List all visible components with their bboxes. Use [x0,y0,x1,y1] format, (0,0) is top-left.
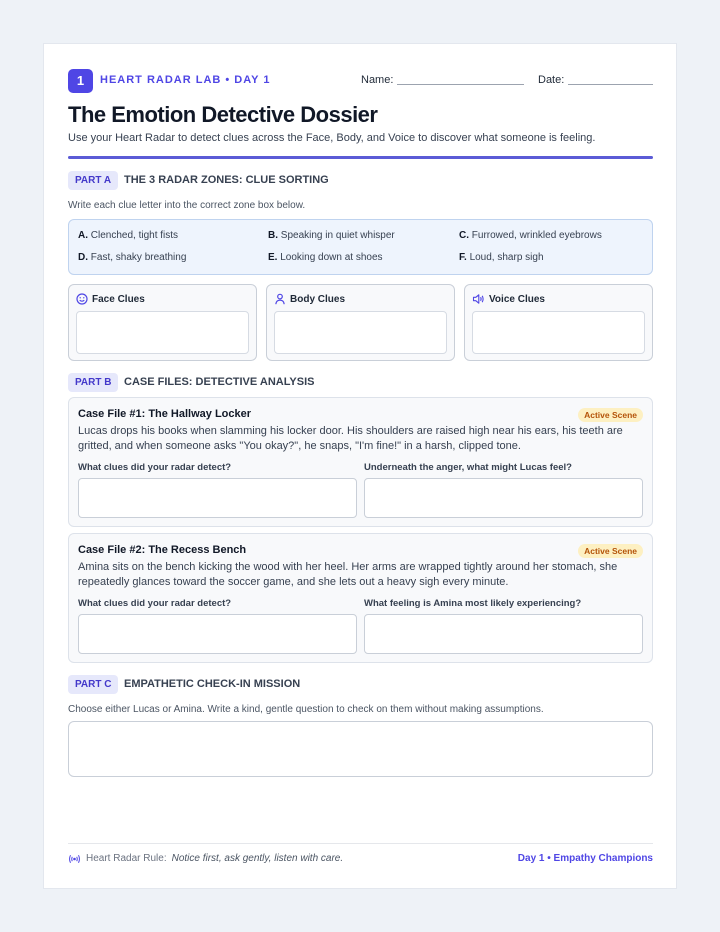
clue-item: F. Loud, sharp sigh [459,252,544,263]
smiley-face-icon [76,293,88,305]
lab-label: HEART RADAR LAB • DAY 1 [100,74,271,86]
name-label: Name: [361,74,394,86]
clue-item: C. Furrowed, wrinkled eyebrows [459,230,602,241]
date-field[interactable] [568,84,653,85]
case-question-feeling: Underneath the anger, what might Lucas feel? [364,462,572,473]
case-2-feeling-answer-box[interactable] [364,614,643,654]
part-c-heading [68,675,653,695]
clue-item: B. Speaking in quiet whisper [268,230,395,241]
body-clues-answer-box[interactable] [274,311,447,354]
page-subtitle: Use your Heart Radar to detect clues across the Face, Body, and Voice to discover what someone is feeling. [68,132,596,144]
header-bar [68,68,653,94]
status-badge: Active Scene [578,408,643,422]
case-question-clues: What clues did your radar detect? [78,598,232,609]
case-title: Case File #2: The Recess Bench [78,544,247,556]
part-b-title: CASE FILES: DETECTIVE ANALYSIS [124,376,315,388]
part-b-heading [68,373,653,393]
zone-voice [464,284,653,361]
footer-rule-text: Notice first, ask gently, listen with care. [171,853,344,864]
case-2-clues-answer-box[interactable] [78,614,357,654]
zone-label: Body Clues [290,293,346,305]
zone-face [68,284,257,361]
day-number-badge: 1 [68,69,93,93]
case-1-clues-answer-box[interactable] [78,478,357,518]
radar-zones [68,284,653,361]
header-divider [68,156,653,159]
person-icon [274,293,286,305]
part-a-heading [68,171,653,191]
clue-item: D. Fast, shaky breathing [78,252,187,263]
clue-item: E. Looking down at shoes [268,252,383,263]
voice-clues-answer-box[interactable] [472,311,645,354]
case-file-1 [68,397,653,527]
case-question-feeling: What feeling is Amina most likely experiencing? [364,598,582,609]
case-1-feeling-answer-box[interactable] [364,478,643,518]
clue-item: A. Clenched, tight fists [78,230,179,241]
case-title: Case File #1: The Hallway Locker [78,408,252,420]
worksheet-page [43,43,677,889]
clue-bank [68,219,653,275]
name-field[interactable] [397,84,524,85]
footer-rule-label: Heart Radar Rule: [86,853,167,864]
page-title: The Emotion Detective Dossier [68,102,378,127]
radar-signal-icon [68,854,81,864]
part-a-title: THE 3 RADAR ZONES: CLUE SORTING [124,174,329,186]
case-file-2 [68,533,653,663]
part-c-title: EMPATHETIC CHECK-IN MISSION [124,678,301,690]
zone-label: Face Clues [92,293,145,305]
case-text: Lucas drops his books when slamming his locker door. His shoulders are raised high near his ears, his teeth are gritted, and when someone asks "You okay?", he snaps, "I'm fine!" in a harsh, clipped tone. [78,425,623,452]
part-a-instructions: Write each clue letter into the correct zone box below. [68,200,306,211]
part-c-pill: PART C [68,675,118,694]
case-text: Amina sits on the bench kicking the wood with her heel. Her arms are wrapped tightly around her stomach, she repeatedly glances toward the soccer game, and she lets out a heavy sigh every minute. [78,561,618,588]
zone-body [266,284,455,361]
status-badge: Active Scene [578,544,643,558]
part-c-instructions: Choose either Lucas or Amina. Write a kind, gentle question to check on them without making assumptions. [68,704,544,715]
part-b-pill: PART B [68,373,118,392]
face-clues-answer-box[interactable] [76,311,249,354]
part-a-pill: PART A [68,171,118,190]
date-label: Date: [538,74,565,86]
check-in-answer-box[interactable] [68,721,653,777]
speaker-icon [472,293,485,305]
case-question-clues: What clues did your radar detect? [78,462,232,473]
footer [68,843,653,873]
zone-label: Voice Clues [489,293,545,305]
footer-right-label: Day 1 • Empathy Champions [517,853,653,864]
